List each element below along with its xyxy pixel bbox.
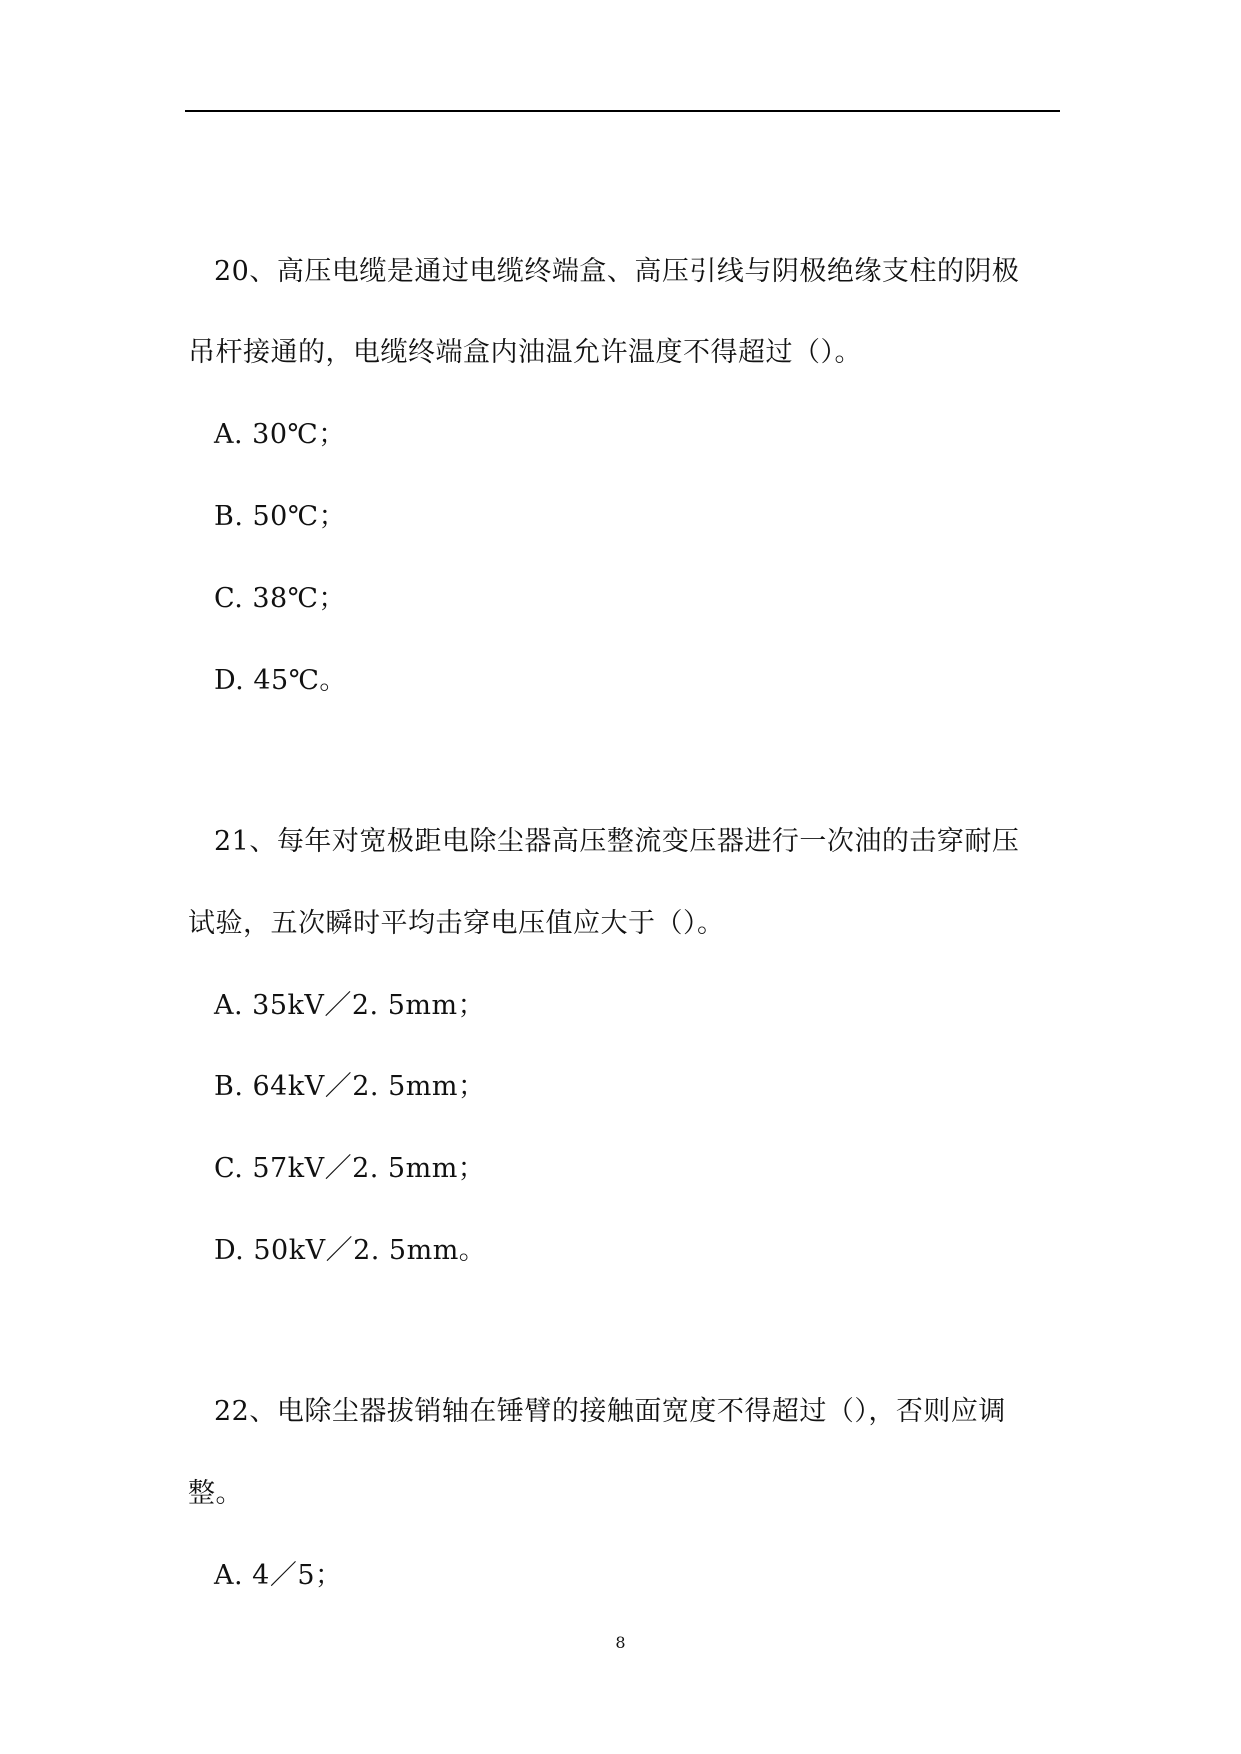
question-21-stem-line-1: 21、每年对宽极距电除尘器高压整流变压器进行一次油的击穿耐压 (214, 826, 1020, 857)
question-20-option-b: B. 50℃； (214, 501, 347, 532)
page-number: 8 (615, 1633, 626, 1652)
question-20-stem-line-1: 20、高压电缆是通过电缆终端盒、高压引线与阴极绝缘支柱的阴极 (214, 256, 1020, 287)
question-22-option-a: A. 4／5； (214, 1560, 343, 1591)
question-21-option-a: A. 35kV／2. 5mm； (214, 990, 486, 1021)
question-22-stem-line-1: 22、电除尘器拔销轴在锤臂的接触面宽度不得超过（），否则应调 (214, 1396, 1006, 1427)
question-22-stem-line-2: 整。 (188, 1478, 243, 1509)
question-21-option-d: D. 50kV／2. 5mm。 (214, 1235, 487, 1266)
question-21-option-c: C. 57kV／2. 5mm； (214, 1153, 486, 1184)
header-rule (185, 110, 1060, 112)
question-21-stem-line-2: 试验，五次瞬时平均击穿电压值应大于（）。 (188, 908, 725, 939)
question-20-stem-line-2: 吊杆接通的，电缆终端盒内油温允许温度不得超过（）。 (188, 337, 862, 368)
question-21-option-b: B. 64kV／2. 5mm； (214, 1071, 486, 1102)
question-20-option-a: A. 30℃； (214, 419, 346, 450)
question-20-option-c: C. 38℃； (214, 583, 346, 614)
question-20-option-d: D. 45℃。 (214, 665, 347, 696)
